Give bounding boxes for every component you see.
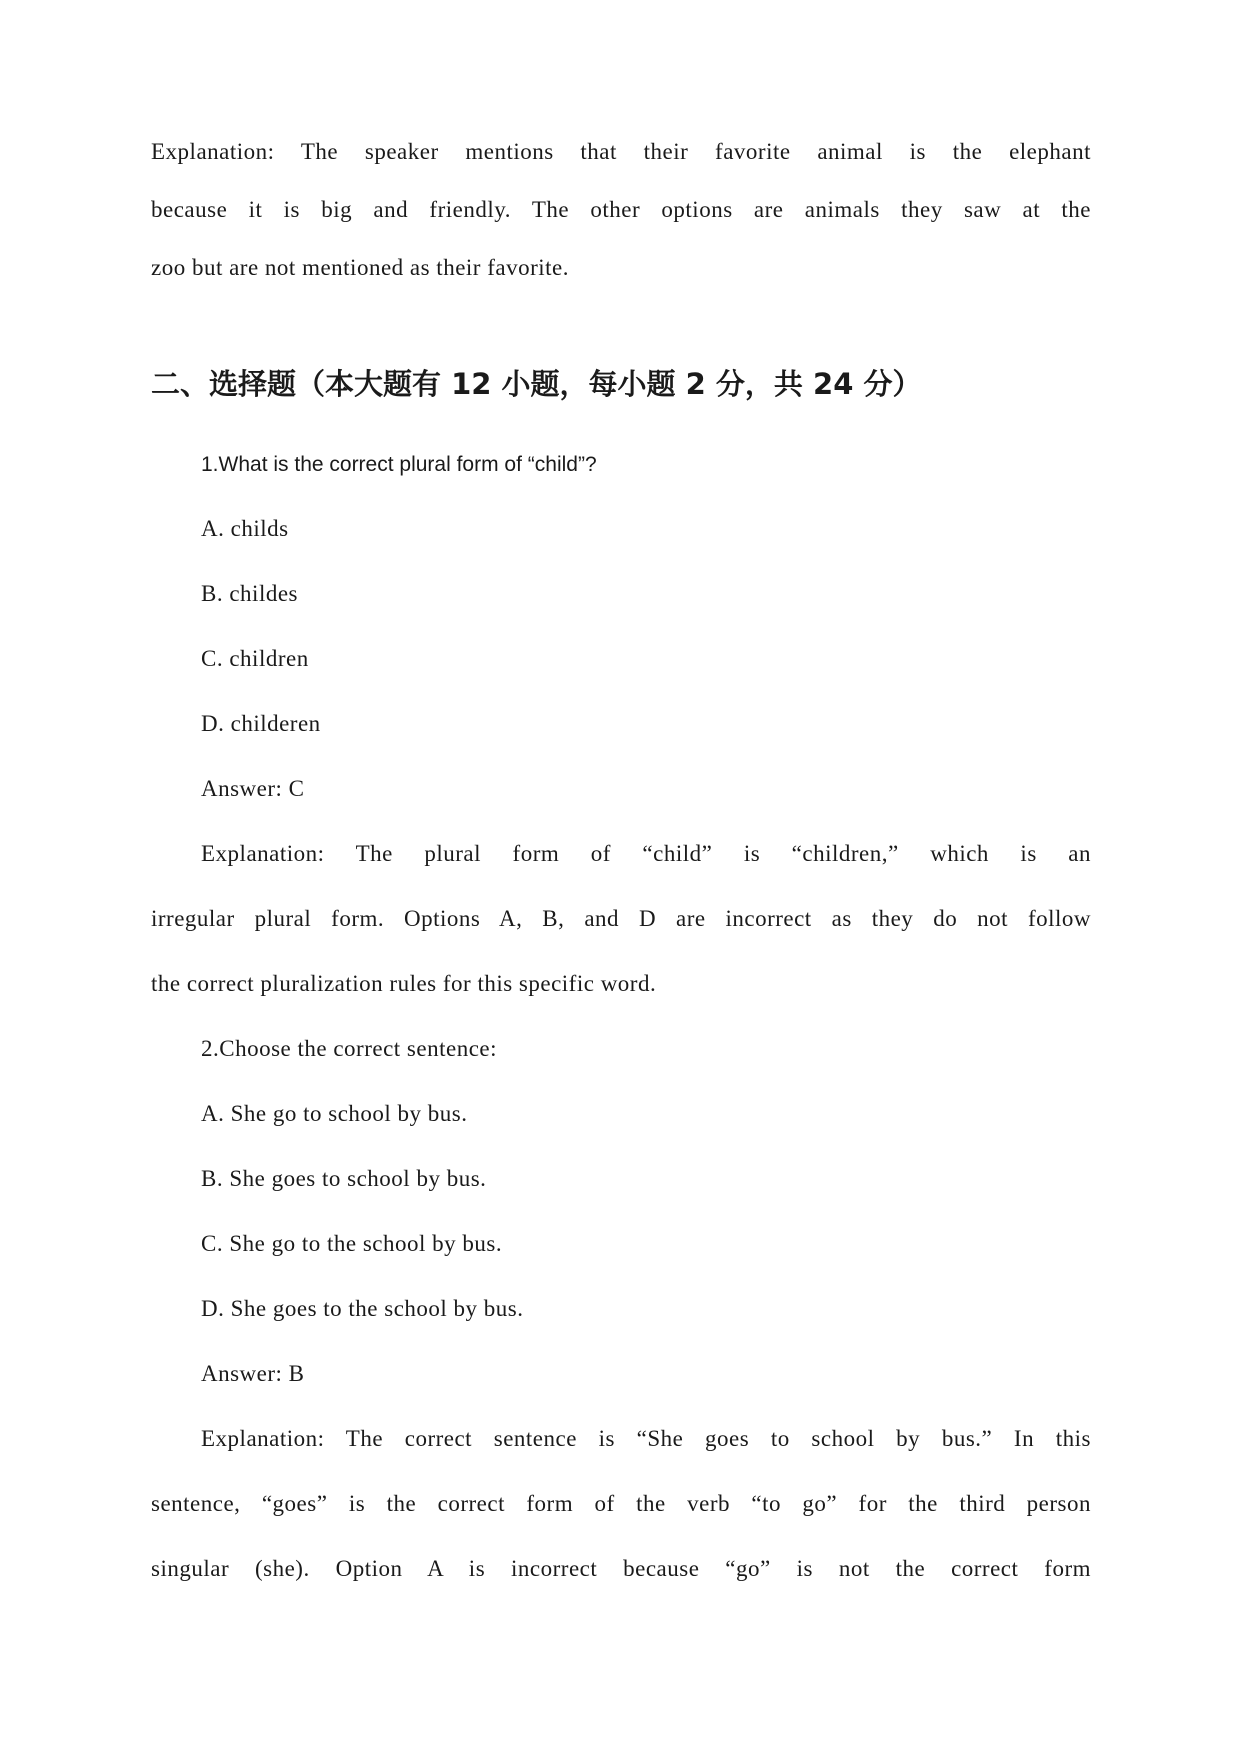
intro-explanation-line-3: zoo but are not mentioned as their favorite.: [151, 255, 569, 280]
question-2-answer: Answer: B: [201, 1361, 305, 1386]
question-1-explanation-line-3: the correct pluralization rules for this specific word.: [151, 971, 657, 996]
question-1-explanation-line-2: irregular plural form. Options A, B, and D are incorrect as they do not follow: [151, 906, 1091, 931]
question-1-option-c: C. children: [201, 646, 309, 671]
question-2-explanation-line-2: sentence, “goes” is the correct form of the verb “to go” for the third person: [151, 1491, 1091, 1516]
question-1-option-d: D. childeren: [201, 711, 321, 736]
question-2-explanation-line-3: singular (she). Option A is incorrect because “go” is not the correct form: [151, 1556, 1091, 1581]
question-2-prompt: 2.Choose the correct sentence:: [201, 1036, 497, 1061]
question-1-option-b: B. childes: [201, 581, 298, 606]
question-2-option-d: D. She goes to the school by bus.: [201, 1296, 524, 1321]
intro-explanation-line-2: because it is big and friendly. The other options are animals they saw at the: [151, 197, 1091, 222]
question-2-option-c: C. She go to the school by bus.: [201, 1231, 503, 1256]
intro-explanation-line-1: Explanation: The speaker mentions that their favorite animal is the elephant: [151, 139, 1091, 164]
question-1-answer: Answer: C: [201, 776, 305, 801]
question-1-prompt: 1.What is the correct plural form of “child”?: [201, 453, 597, 476]
question-1-option-a: A. childs: [201, 516, 289, 541]
section-heading: 二、选择题（本大题有 12 小题，每小题 2 分，共 24 分）: [151, 367, 922, 401]
question-2-option-a: A. She go to school by bus.: [201, 1101, 468, 1126]
question-1-explanation-line-1: Explanation: The plural form of “child” is “children,” which is an: [201, 841, 1091, 866]
question-2-option-b: B. She goes to school by bus.: [201, 1166, 487, 1191]
question-2-explanation-line-1: Explanation: The correct sentence is “She goes to school by bus.” In this: [201, 1426, 1091, 1451]
